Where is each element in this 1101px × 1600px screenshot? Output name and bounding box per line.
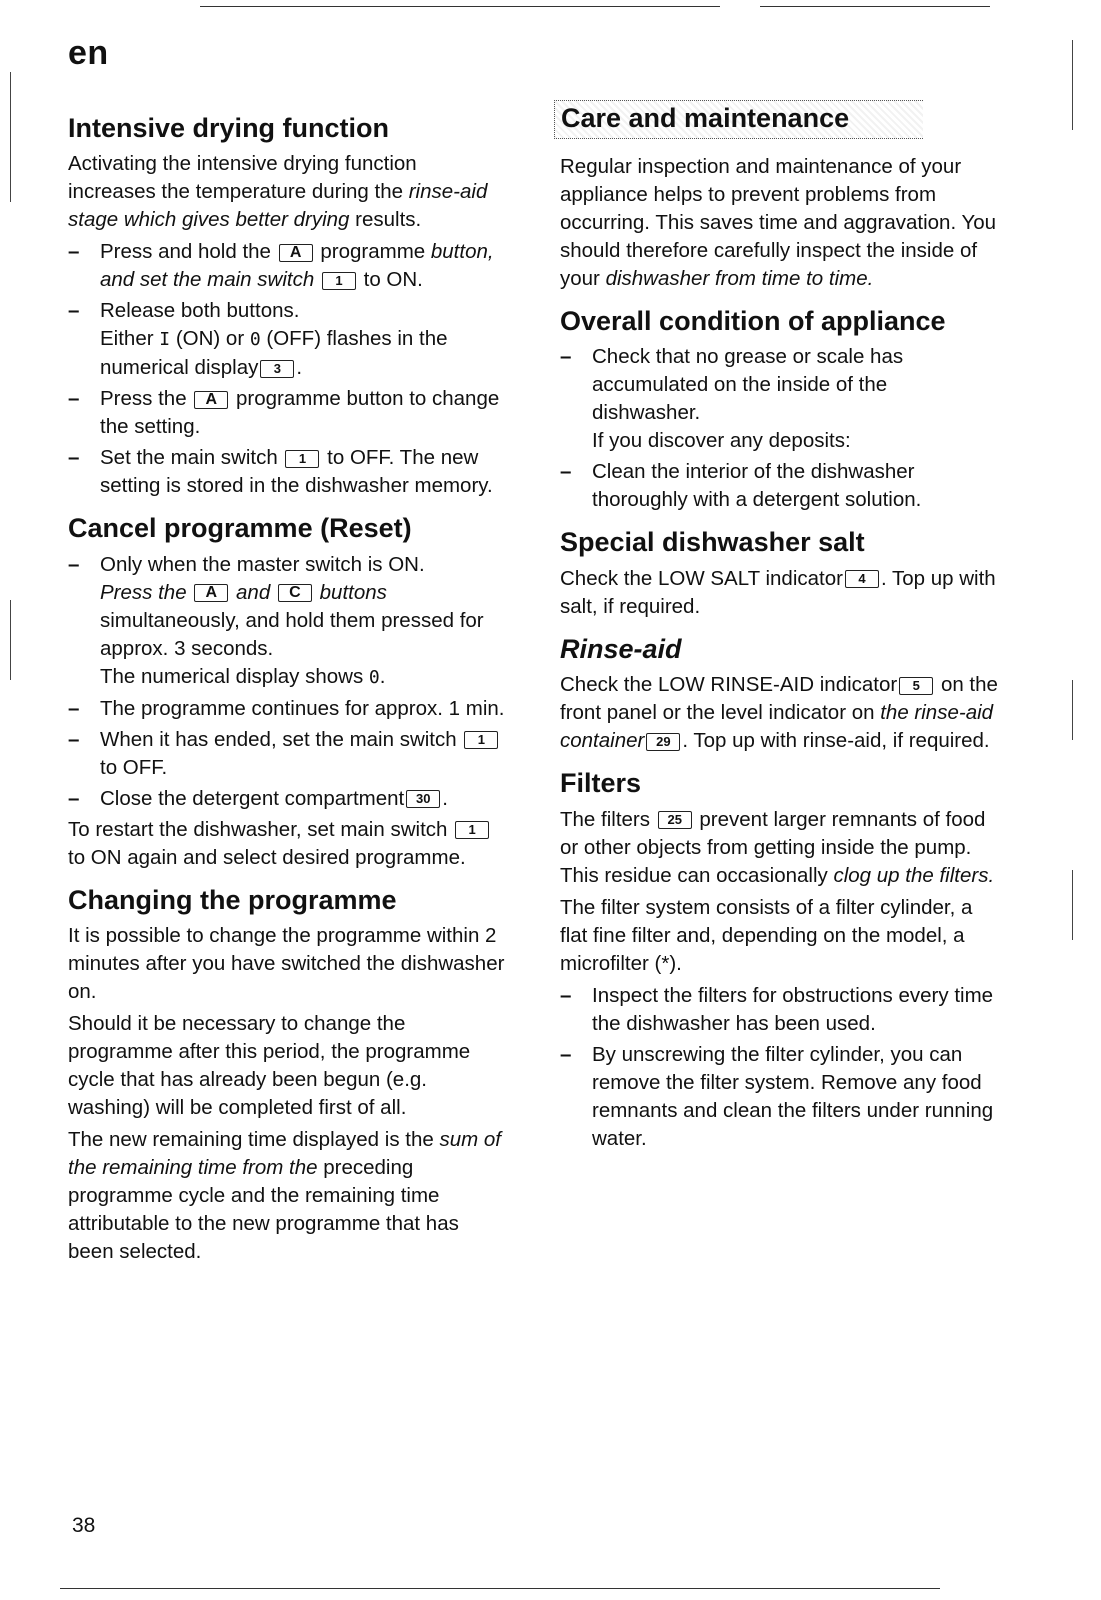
list-item: – By unscrewing the filter cylinder, you can remove the filter system. Remove any food remnants and clean the filters under running water.: [560, 1041, 1000, 1153]
intensive-drying-section: [68, 112, 508, 500]
text: The new remaining time displayed is the: [68, 1128, 440, 1152]
instruction-list: [560, 343, 1000, 514]
button-a-icon: A: [194, 391, 228, 409]
text: Press the: [100, 387, 187, 411]
text-italic: rinse-aid stage which gives better drying: [68, 180, 488, 232]
text: Check the LOW RINSE-AID indicator: [560, 673, 898, 697]
page-number: 38: [72, 1514, 96, 1537]
top-rule: [200, 6, 720, 7]
text: To restart the dishwasher, set main switch: [68, 817, 448, 841]
text-italic: Press the: [100, 580, 187, 604]
text: Close the detergent compartment: [100, 786, 405, 810]
list-item: [68, 444, 508, 500]
chapter-heading: Care and maintenance: [554, 100, 923, 139]
section-heading: Overall condition of appliance: [560, 306, 946, 336]
text-italic: buttons: [319, 580, 387, 604]
text: Check the LOW SALT indicator: [560, 566, 843, 590]
text-italic: button, and set the main switch: [100, 240, 494, 292]
text: preceding programme cycle and the remaining time attributable to the new programme that has been selected.: [68, 1156, 459, 1264]
main-switch-icon: 1: [455, 821, 489, 839]
list-item: [68, 785, 508, 813]
main-switch-icon: 1: [464, 731, 498, 749]
left-column: [68, 100, 508, 1270]
instruction-list: [68, 238, 508, 500]
paragraph: [560, 671, 1000, 755]
paragraph: The filter system consists of a filter cylinder, a flat fine filter and, depending on the model, a microfilter (*).: [560, 895, 973, 975]
text: . Top up with salt, if required.: [560, 566, 996, 618]
reset-display-glyph: 0: [368, 666, 380, 688]
bottom-rule: [60, 1588, 940, 1589]
text-italic: clog up the filters.: [833, 863, 995, 887]
main-switch-icon: 1: [285, 450, 319, 468]
button-c-icon: C: [278, 584, 312, 602]
button-a-icon: A: [194, 584, 228, 602]
rinse-aid-section: [560, 633, 1000, 755]
filters-icon: 25: [658, 811, 692, 829]
list-item: [68, 238, 508, 294]
text: results.: [349, 208, 422, 232]
margin-tick: [1072, 680, 1073, 740]
margin-tick: [10, 600, 11, 680]
text: If you discover any deposits:: [592, 429, 851, 453]
text: programme button to change the setting.: [100, 387, 500, 439]
text: – Only when the master switch is ON.: [100, 552, 425, 576]
list-item: – Inspect the filters for obstructions every time the dishwasher has been used.: [560, 982, 1000, 1038]
text: to OFF. The new setting is stored in the dishwasher memory.: [100, 446, 493, 498]
paragraph: It is possible to change the programme within 2 minutes after you have switched the dishwasher on.: [68, 924, 505, 1004]
section-heading: Filters: [560, 768, 642, 799]
paragraph: [560, 565, 1000, 621]
text-italic: and: [236, 580, 271, 604]
text: to ON again and select desired programme.: [68, 845, 466, 869]
text: The filters: [560, 807, 650, 831]
paragraph: Should it be necessary to change the programme after this period, the programme cycle that has already been begun (e.g. washing) will be completed first of all.: [68, 1012, 471, 1120]
intro-paragraph: [68, 150, 508, 234]
text: to ON.: [363, 268, 423, 292]
restart-paragraph: [68, 816, 508, 872]
salt-section: [560, 526, 1000, 620]
filters-section: [560, 767, 1000, 1152]
text: simultaneously, and hold them pressed for approx. 3 seconds.: [100, 608, 484, 660]
list-item: – Clean the interior of the dishwasher thoroughly with a detergent solution.: [560, 458, 1000, 514]
top-rule-right: [760, 6, 990, 7]
text: on the front panel or the level indicator on: [560, 673, 998, 725]
text: .: [379, 664, 386, 688]
list-item: [68, 385, 508, 441]
instruction-list: [68, 551, 508, 813]
text: .: [296, 356, 303, 380]
text-italic: dishwasher from time to time.: [605, 267, 874, 290]
text: Regular inspection and maintenance of your appliance helps to prevent problems from occurring. This saves time and aggravation. You should therefore carefully inspect the inside of your: [560, 155, 997, 290]
paragraph: [560, 153, 1000, 293]
paragraph: [560, 806, 1000, 890]
text: programme: [320, 240, 426, 264]
overall-condition-section: [560, 305, 1000, 514]
low-salt-indicator-icon: 4: [845, 570, 879, 588]
low-rinse-aid-indicator-icon: 5: [899, 677, 933, 695]
section-heading: Changing the programme: [68, 884, 397, 915]
main-switch-icon: 1: [322, 272, 356, 290]
on-display-glyph: I: [159, 329, 171, 351]
text: – Release both buttons.: [100, 299, 300, 323]
list-item: – The programme continues for approx. 1 min.: [68, 695, 508, 723]
language-code: en: [68, 34, 109, 72]
text: Press and hold the: [100, 240, 271, 264]
text: (ON) or: [175, 327, 245, 351]
text: . Top up with rinse-aid, if required.: [682, 729, 990, 753]
text: Set the main switch: [100, 446, 278, 470]
off-display-glyph: 0: [249, 329, 261, 351]
button-a-icon: A: [279, 244, 313, 262]
rinse-aid-container-icon: 29: [646, 733, 680, 751]
list-item: [68, 297, 508, 382]
right-column: [560, 100, 1000, 1156]
margin-tick: [1072, 40, 1073, 130]
text: Either: [100, 327, 154, 351]
list-item: [560, 343, 1000, 455]
section-heading: Cancel programme (Reset): [68, 513, 412, 544]
margin-tick: [10, 72, 11, 202]
list-item: [68, 726, 508, 782]
text-italic: the rinse-aid container: [560, 701, 994, 753]
section-heading: Rinse-aid: [560, 633, 682, 664]
section-heading: Intensive drying function: [68, 113, 390, 143]
care-maintenance-section: [560, 100, 1000, 293]
text: to OFF.: [100, 755, 168, 779]
text-italic: sum of the remaining time from the: [68, 1128, 501, 1180]
text: When it has ended, set the main switch: [100, 727, 457, 751]
text: prevent larger remnants of food or other objects from getting inside the pump. This residue can occasionally: [560, 807, 986, 887]
list-item: [68, 551, 508, 692]
paragraph: [68, 1126, 508, 1266]
cancel-programme-section: [68, 512, 508, 871]
display-icon: 3: [260, 360, 294, 378]
text: Activating the intensive drying function increases the temperature during the: [68, 152, 417, 204]
detergent-compartment-icon: 30: [406, 790, 440, 808]
text: – Check that no grease or scale has accumulated on the inside of the dishwasher.: [592, 345, 904, 425]
text: .: [442, 786, 448, 810]
section-heading: Special dishwasher salt: [560, 527, 865, 558]
text: (OFF) flashes in the numerical display: [100, 327, 448, 380]
text: The numerical display shows: [100, 664, 364, 688]
changing-programme-section: [68, 884, 508, 1266]
margin-tick: [1072, 870, 1073, 940]
instruction-list: [560, 982, 1000, 1153]
